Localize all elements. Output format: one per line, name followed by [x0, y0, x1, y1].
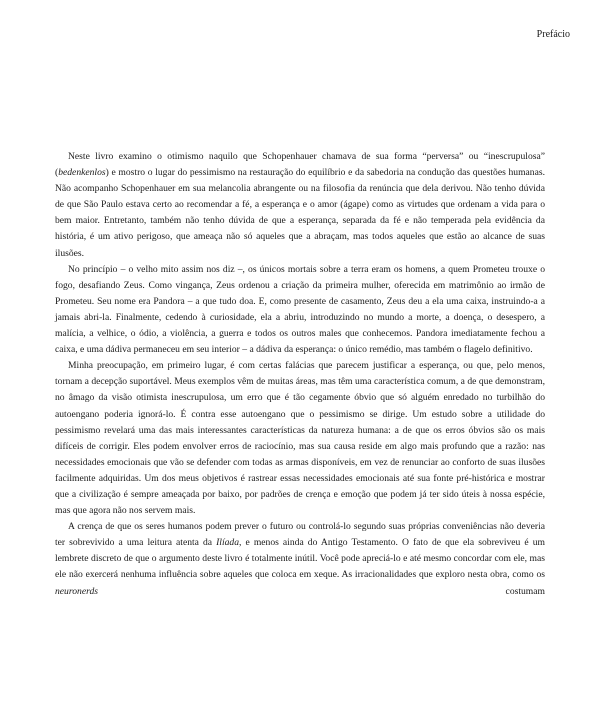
text-segment: , e menos ainda do Antigo Testamento. O fato de que ela sobreviveu é um lembrete discreto de que o argumento deste livro é totalmente inútil. Você pode apreciá-lo e até mesmo concordar com ele, mas ele não exercerá nenhuma influência sobre aqueles que coloca em xeque. As irracionalidades que exploro nesta obra, como os	[55, 537, 545, 581]
paragraph	[55, 358, 545, 519]
text-segment: costumam	[98, 585, 545, 597]
paragraph	[55, 519, 545, 599]
body-text	[55, 149, 545, 600]
italic-term: bedenkenlos	[58, 167, 106, 179]
text-segment: No princípio – o velho mito assim nos diz –, os únicos mortais sobre a terra eram os homens, a quem Prometeu trouxe o fogo, desafiando Zeus. Como vingança, Zeus ordenou a criação da primeira mulher, oferecida em matrimônio ao irmão de Prometeu. Seu nome era Pandora – a que tudo doa. E, como presente de casamento, Zeus deu a ela uma caixa, instruindo-a a jamais abri-la. Finalmente, cedendo à curiosidade, ela a abriu, introduzindo no mundo a morte, a doença, o desespero, a malícia, a velhice, o ódio, a violência, a guerra e todos os outros males que conhecemos. Pandora imediatamente fechou a caixa, e uma dádiva permaneceu em seu interior – a dádiva da esperança: o único remédio, mas também o flagelo definitivo.	[55, 263, 545, 356]
running-head: Prefácio	[536, 29, 570, 40]
paragraph	[55, 262, 545, 359]
italic-term: neuronerds	[55, 585, 98, 597]
text-segment: Neste livro examino o otimismo naquilo que Schopenhauer chamava de sua forma “perversa” ou “inescrupulosa” (	[55, 151, 545, 179]
text-segment: Minha preocupação, em primeiro lugar, é com certas falácias que parecem justificar a esperança, ou que, pelo menos, tornam a decepção suportável. Meus exemplos vêm de muitas áreas, mas têm uma característica comum, a de que demonstram, no âmago da visão otimista inescrupulosa, um erro que é tão cegamente óbvio que só alguém enredado no turbilhão do autoengano poderia ignorá-lo. É contra esse autoengano que o pessimismo se dirige. Um estudo sobre a utilidade do pessimismo revelará uma das mais interessantes características da natureza humana: a de que os erros óbvios são os mais difíceis de corrigir. Eles podem envolver erros de raciocínio, mas sua causa reside em algo mais profundo que a razão: nas necessidades emocionais que vão se defender com todas as armas disponíveis, em vez de renunciar ao conforto de suas ilusões facilmente adquiridas. Um dos meus objetivos é rastrear essas necessidades emocionais até sua fonte pré-histórica e mostrar que a civilização é sempre ameaçada por baixo, por padrões de crença e emoção que podem já ter sido úteis à nossa espécie, mas que agora não nos servem mais.	[55, 360, 545, 517]
text-segment: A crença de que os seres humanos podem prever o futuro ou controlá-lo segundo suas próprias conveniências não deveria ter sobrevivido a uma leitura atenta da	[55, 521, 545, 549]
paragraph	[55, 149, 545, 262]
text-segment: ) e mostro o lugar do pessimismo na restauração do equilíbrio e da sabedoria na condução das questões humanas. Não acompanho Schopenhauer em sua melancolia abrangente ou na filosofia da renúncia que dela derivou. Não tenho dúvida de que São Paulo estava certo ao recomendar a fé, a esperança e o amor (ágape) como as virtudes que ordenam a vida para o bem maior. Entretanto, também não tenho dúvida de que a esperança, separada da fé e não temperada pela evidência da história, é um ativo perigoso, que ameaça não só aqueles que a abraçam, mas todos aqueles que estão ao alcance de suas ilusões.	[55, 167, 545, 259]
italic-term: Ilíada	[216, 537, 240, 549]
